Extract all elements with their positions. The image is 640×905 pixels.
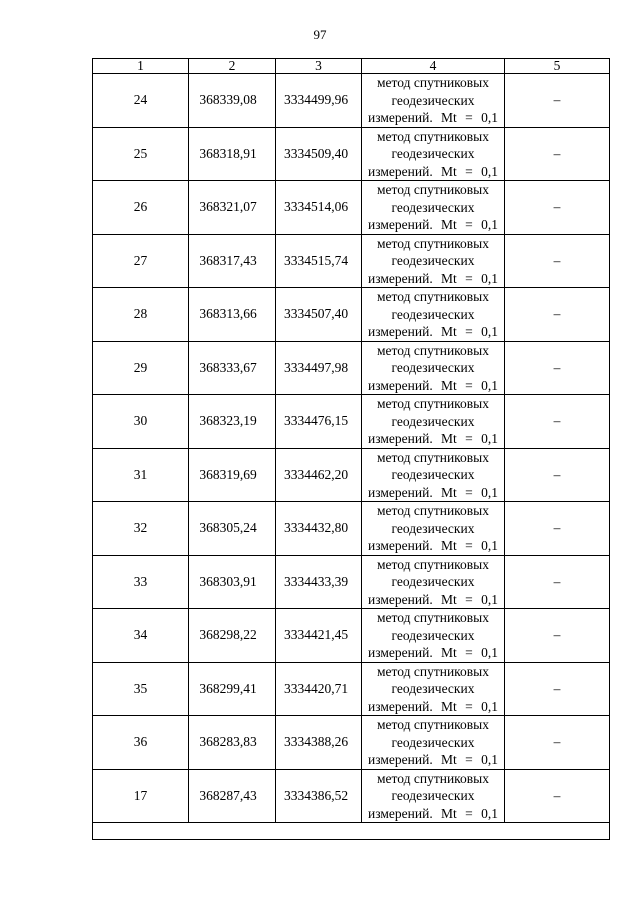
y-coordinate-cell: 3334462,20 [276,448,362,502]
note-cell: – [505,341,610,395]
method-line: метод спутниковых [377,449,489,465]
method-line: геодезических [391,520,475,536]
method-line: метод спутниковых [377,556,489,572]
note-cell: – [505,74,610,128]
y-coordinate-cell: 3334420,71 [276,662,362,716]
method-text [368,74,498,127]
method-line: геодезических [391,627,475,643]
method-line: измерений. Mt = 0,1 [368,698,498,714]
table-row [93,609,610,663]
method-cell [362,127,505,181]
point-number-cell: 31 [93,448,189,502]
note-cell: – [505,288,610,342]
method-cell [362,716,505,770]
method-line: метод спутниковых [377,75,489,90]
method-line: измерений. Mt = 0,1 [368,431,498,446]
note-cell: – [505,662,610,716]
method-line: геодезических [391,199,475,215]
point-number-cell: 32 [93,502,189,556]
y-coordinate-cell: 3334507,40 [276,288,362,342]
method-line: измерений. Mt = 0,1 [368,324,498,339]
method-line: измерений. Mt = 0,1 [368,110,498,125]
table-row [93,288,610,342]
method-cell [362,288,505,342]
x-coordinate-cell: 368318,91 [189,127,276,181]
method-text [368,449,498,502]
table-header-row [93,59,610,74]
method-text [368,716,498,769]
y-coordinate-cell: 3334433,39 [276,555,362,609]
method-cell [362,395,505,449]
point-number-cell: 36 [93,716,189,770]
method-line: геодезических [391,734,475,750]
y-coordinate-cell: 3334497,98 [276,341,362,395]
method-text [368,502,498,555]
point-number-cell: 30 [93,395,189,449]
table-row [93,234,610,288]
x-coordinate-cell: 368333,67 [189,341,276,395]
method-text [368,609,498,662]
note-cell: – [505,127,610,181]
method-cell [362,181,505,235]
method-line: измерений. Mt = 0,1 [368,217,498,232]
point-number-cell: 34 [93,609,189,663]
method-line: геодезических [391,92,475,108]
y-coordinate-cell: 3334432,80 [276,502,362,556]
note-cell: – [505,181,610,235]
method-line: геодезических [391,788,475,803]
table-row [93,74,610,128]
header-col-1: 1 [93,59,189,74]
method-line: измерений. Mt = 0,1 [368,752,498,767]
method-line: метод спутниковых [377,235,489,251]
table-row [93,127,610,181]
method-cell [362,769,505,823]
method-cell [362,502,505,556]
header-col-4: 4 [362,59,505,74]
table-row [93,662,610,716]
note-cell: – [505,448,610,502]
y-coordinate-cell: 3334499,96 [276,74,362,128]
table-row [93,555,610,609]
y-coordinate-cell: 3334388,26 [276,716,362,770]
method-line: измерений. Mt = 0,1 [368,538,498,553]
method-text [368,342,498,395]
point-number-cell: 33 [93,555,189,609]
method-line: геодезических [391,306,475,322]
point-number-cell: 27 [93,234,189,288]
point-number-cell: 29 [93,341,189,395]
method-line: измерений. Mt = 0,1 [368,805,498,821]
method-line: геодезических [391,467,475,482]
method-line: измерений. Mt = 0,1 [368,163,498,179]
note-cell: – [505,609,610,663]
y-coordinate-cell: 3334515,74 [276,234,362,288]
method-line: метод спутниковых [377,717,489,732]
method-text [368,395,498,448]
empty-row [93,823,610,840]
y-coordinate-cell: 3334509,40 [276,127,362,181]
method-line: геодезических [391,360,475,375]
header-col-2: 2 [189,59,276,74]
table-body [93,74,610,840]
method-cell [362,662,505,716]
table-row [93,448,610,502]
method-cell [362,74,505,128]
point-number-cell: 24 [93,74,189,128]
table-row [93,769,610,823]
note-cell: – [505,769,610,823]
empty-cell [93,823,610,840]
y-coordinate-cell: 3334386,52 [276,769,362,823]
method-line: геодезических [391,681,475,696]
method-cell [362,234,505,288]
x-coordinate-cell: 368287,43 [189,769,276,823]
table-row [93,181,610,235]
x-coordinate-cell: 368303,91 [189,555,276,609]
header-col-5: 5 [505,59,610,74]
method-line: метод спутниковых [377,182,489,197]
method-line: измерений. Mt = 0,1 [368,591,498,607]
method-line: метод спутниковых [377,663,489,679]
method-line: геодезических [391,253,475,268]
x-coordinate-cell: 368299,41 [189,662,276,716]
method-line: измерений. Mt = 0,1 [368,270,498,286]
method-line: измерений. Mt = 0,1 [368,484,498,500]
x-coordinate-cell: 368321,07 [189,181,276,235]
method-line: геодезических [391,574,475,589]
point-number-cell: 26 [93,181,189,235]
method-text [368,128,498,181]
coordinates-table [92,58,610,840]
method-text [368,770,498,823]
note-cell: – [505,395,610,449]
x-coordinate-cell: 368305,24 [189,502,276,556]
y-coordinate-cell: 3334476,15 [276,395,362,449]
page-number: 97 [313,27,327,42]
method-text [368,181,498,234]
method-cell [362,555,505,609]
note-cell: – [505,716,610,770]
x-coordinate-cell: 368317,43 [189,234,276,288]
method-text [368,663,498,716]
x-coordinate-cell: 368339,08 [189,74,276,128]
table-row [93,341,610,395]
method-cell [362,341,505,395]
note-cell: – [505,234,610,288]
method-line: метод спутниковых [377,396,489,411]
table-row [93,716,610,770]
header-col-3: 3 [276,59,362,74]
method-text [368,556,498,609]
method-line: измерений. Mt = 0,1 [368,377,498,393]
method-line: метод спутниковых [377,342,489,358]
method-line: метод спутниковых [377,503,489,518]
method-text [368,288,498,341]
x-coordinate-cell: 368313,66 [189,288,276,342]
note-cell: – [505,502,610,556]
method-cell [362,448,505,502]
method-line: метод спутниковых [377,289,489,304]
x-coordinate-cell: 368298,22 [189,609,276,663]
method-line: измерений. Mt = 0,1 [368,645,498,660]
method-line: метод спутниковых [377,770,489,786]
point-number-cell: 28 [93,288,189,342]
x-coordinate-cell: 368323,19 [189,395,276,449]
method-line: геодезических [391,146,475,161]
y-coordinate-cell: 3334514,06 [276,181,362,235]
point-number-cell: 35 [93,662,189,716]
method-text [368,235,498,288]
table-row [93,502,610,556]
method-line: геодезических [391,413,475,429]
method-line: метод спутниковых [377,610,489,625]
point-number-cell: 17 [93,769,189,823]
table-row [93,395,610,449]
note-cell: – [505,555,610,609]
x-coordinate-cell: 368283,83 [189,716,276,770]
method-cell [362,609,505,663]
y-coordinate-cell: 3334421,45 [276,609,362,663]
method-line: метод спутниковых [377,128,489,144]
point-number-cell: 25 [93,127,189,181]
x-coordinate-cell: 368319,69 [189,448,276,502]
